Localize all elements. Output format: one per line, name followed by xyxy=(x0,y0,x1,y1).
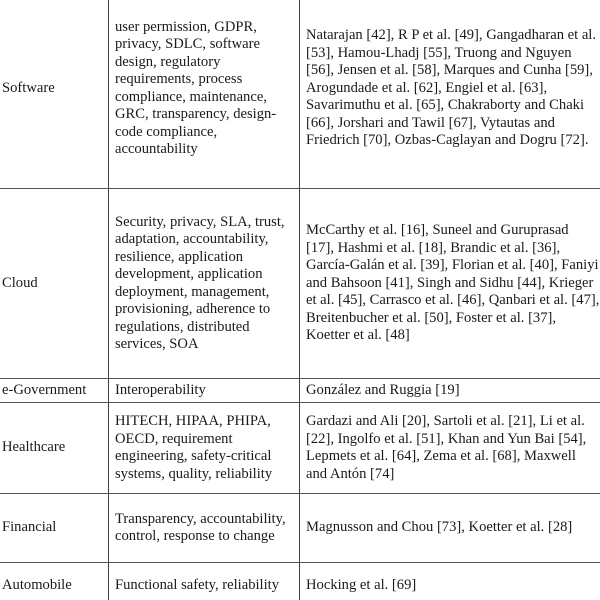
table-row xyxy=(0,403,600,494)
table-row xyxy=(0,379,600,403)
table-row xyxy=(0,0,600,189)
table-row xyxy=(0,494,600,563)
references-cell: Magnusson and Chou [73], Koetter et al. [28] xyxy=(300,494,600,563)
table-row xyxy=(0,189,600,379)
table-row xyxy=(0,563,600,600)
domain-cell: Healthcare xyxy=(0,403,109,494)
references-cell: Gardazi and Ali [20], Sartoli et al. [21], Li et al. [22], Ingolfo et al. [51], Khan and Yun Bai [54], Lepmets et al. [64], Zema et al. [68], Maxwell and Antón [74] xyxy=(300,403,600,494)
domain-cell: Software xyxy=(0,0,109,189)
concerns-cell: HITECH, HIPAA, PHIPA, OECD, requirement engineering, safety-critical systems, quality, reliability xyxy=(109,403,300,494)
references-cell: Hocking et al. [69] xyxy=(300,563,600,600)
domain-cell: Financial xyxy=(0,494,109,563)
references-cell: McCarthy et al. [16], Suneel and Guruprasad [17], Hashmi et al. [18], Brandic et al. [36], García-Galán et al. [39], Florian et al. [40], Faniyi and Bahsoon [41], Singh and Sidhu [44], Krieger et al. [45], Carrasco et al. [46], Qanbari et al. [47], Breitenbucher et al. [50], Foster et al. [37], Koetter et al. [48] xyxy=(300,189,600,379)
domain-cell: Cloud xyxy=(0,189,109,379)
domain-cell: e-Government xyxy=(0,379,109,403)
concerns-cell: Interoperability xyxy=(109,379,300,403)
concerns-cell: Security, privacy, SLA, trust, adaptation, accountability, resilience, application development, application deployment, management, provisioning, adherence to regulations, distributed services, SOA xyxy=(109,189,300,379)
concerns-cell: Functional safety, reliability xyxy=(109,563,300,600)
domain-cell: Automobile xyxy=(0,563,109,600)
references-cell: González and Ruggia [19] xyxy=(300,379,600,403)
references-cell: Natarajan [42], R P et al. [49], Gangadharan et al. [53], Hamou-Lhadj [55], Truong and Nguyen [56], Jensen et al. [58], Marques and Cunha [59], Arogundade et al. [62], Engiel et al. [63], Savarimuthu et al. [65], Chakraborty and Chaki [66], Jorshari and Tawil [67], Vytautas and Friedrich [70], Ozbas-Caglayan and Dogru [72]. xyxy=(300,0,600,189)
concerns-cell: user permission, GDPR, privacy, SDLC, software design, regulatory requirements, process compliance, maintenance, GRC, transparency, design-code compliance, accountability xyxy=(109,0,300,189)
concerns-cell: Transparency, accountability, control, response to change xyxy=(109,494,300,563)
